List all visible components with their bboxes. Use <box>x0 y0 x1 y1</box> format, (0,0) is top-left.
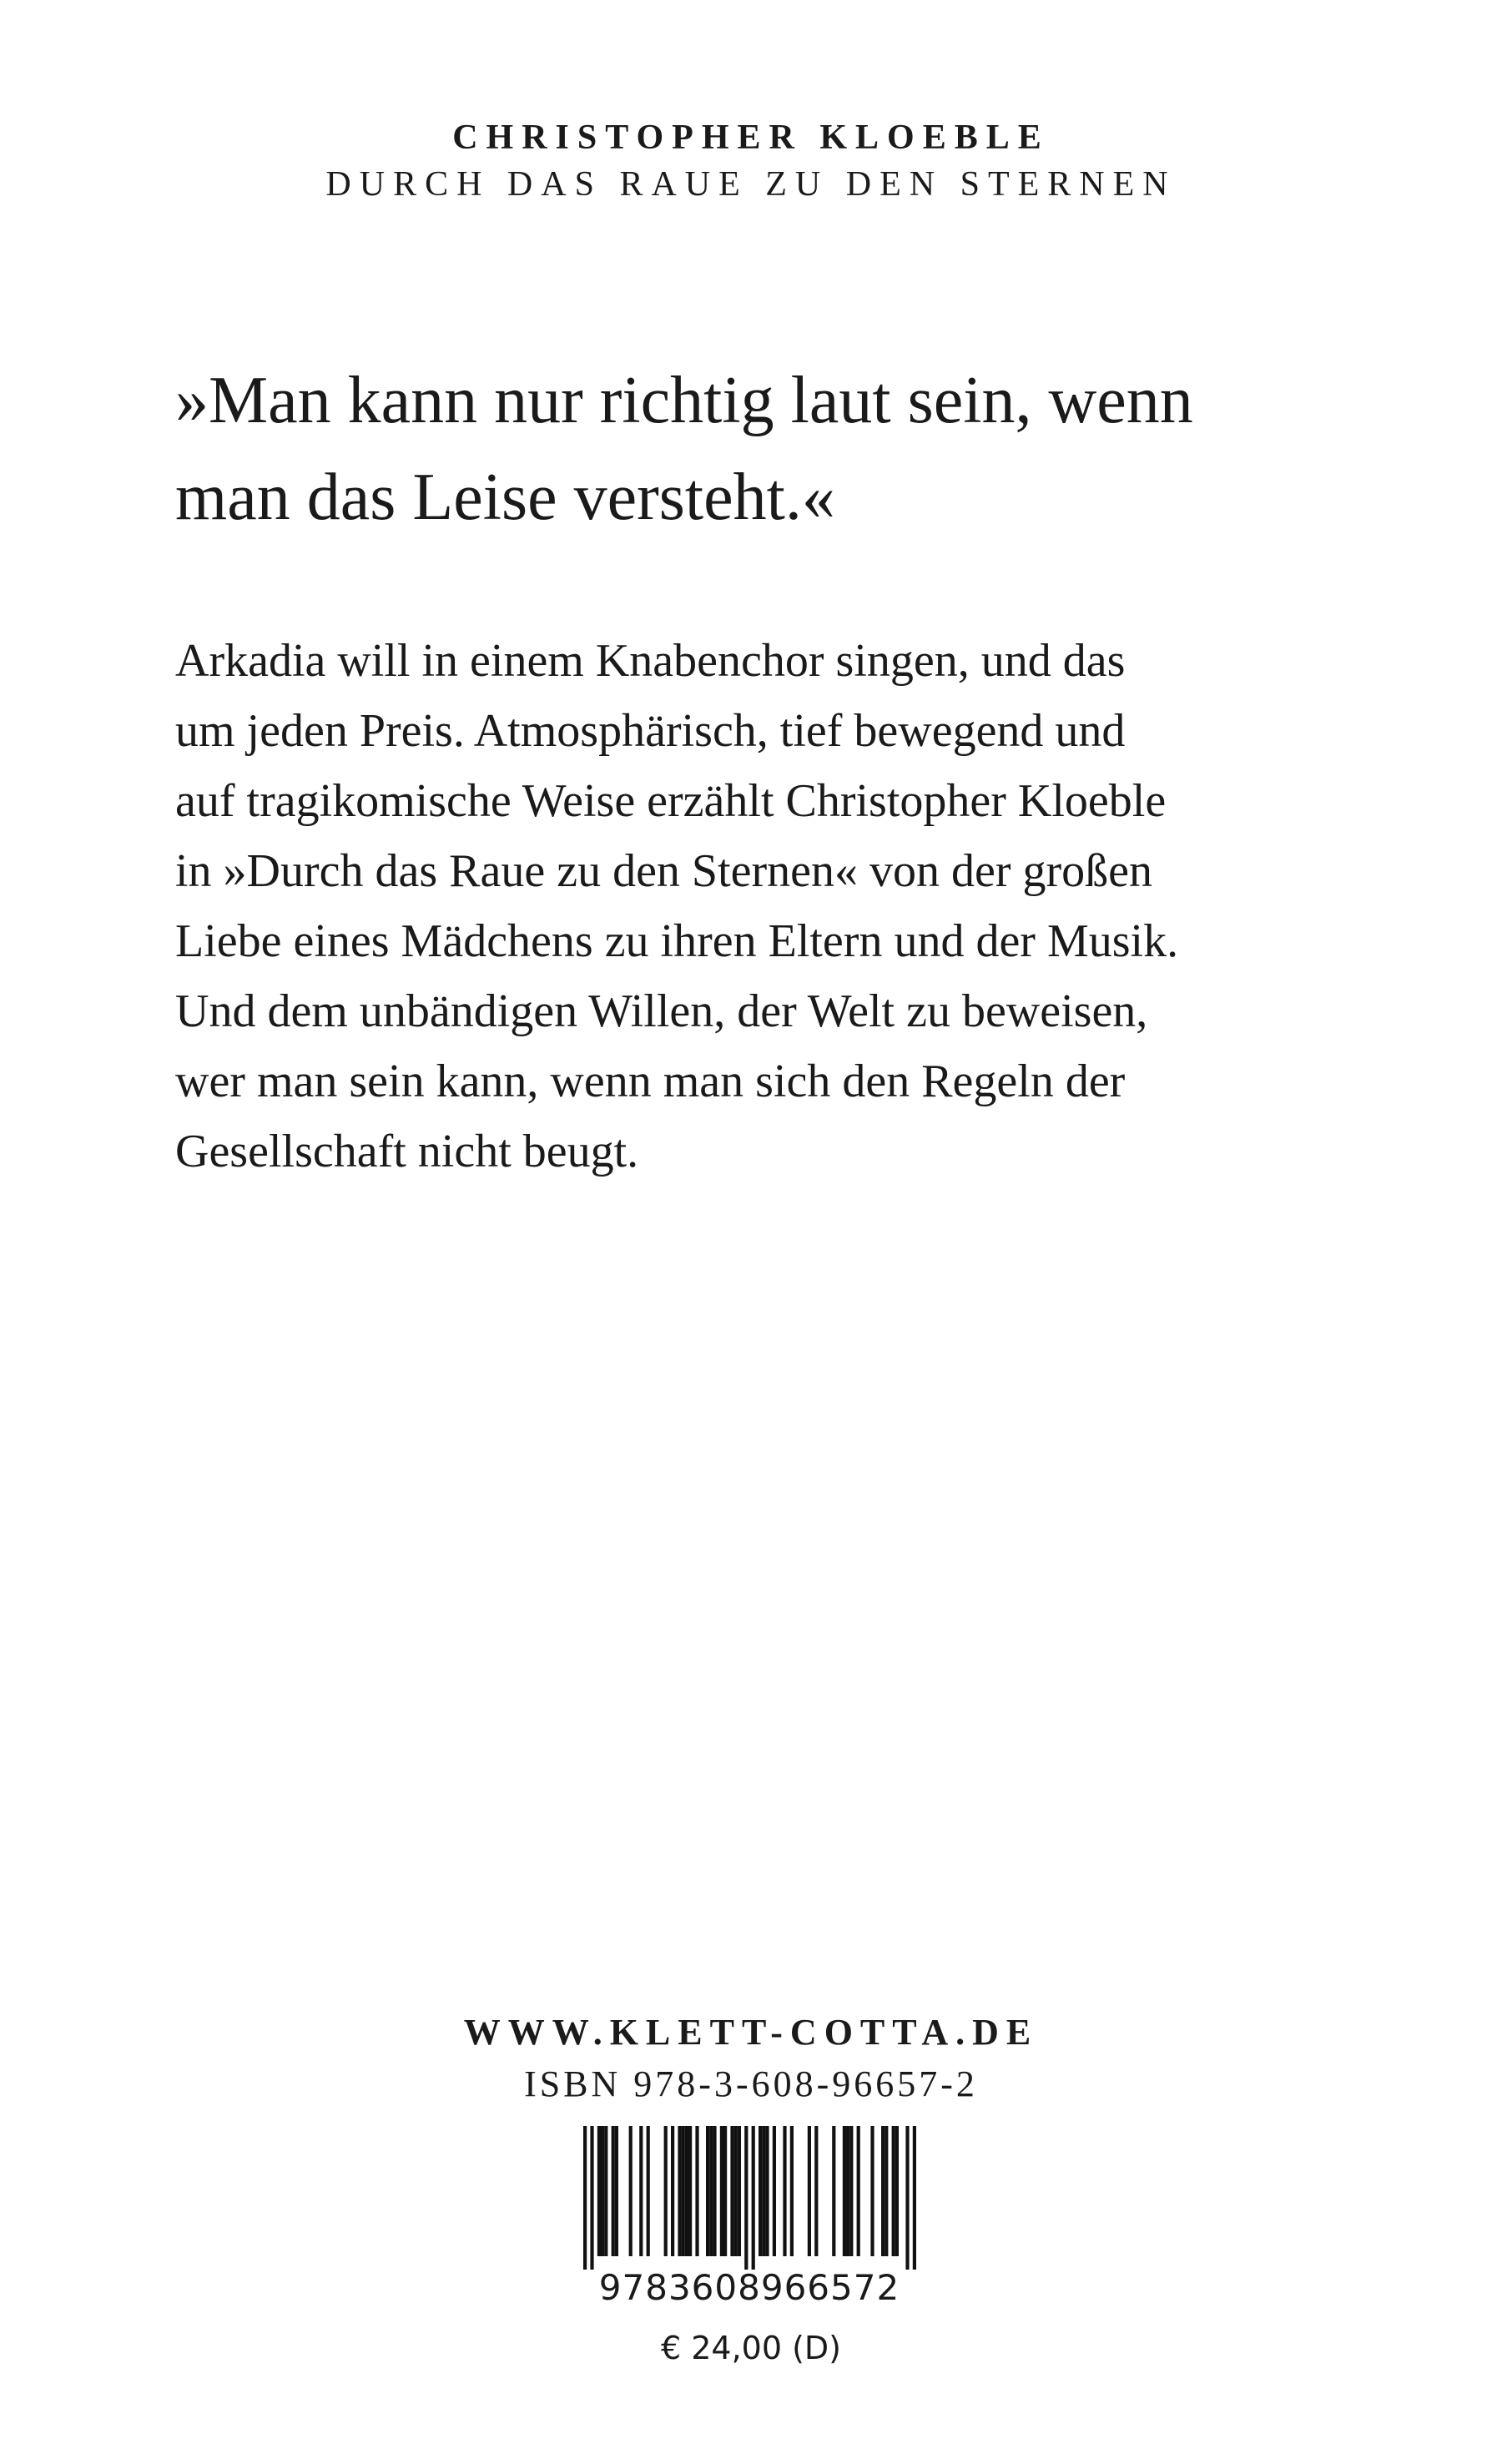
barcode-bar <box>790 2126 794 2256</box>
barcode-bar <box>762 2126 765 2256</box>
barcode-bar <box>601 2126 604 2256</box>
barcode-bar <box>664 2126 668 2256</box>
blurb-line: Und dem unbändigen Willen, der Welt zu beweisen, <box>175 985 1148 1037</box>
barcode-bar <box>773 2126 776 2256</box>
isbn-number: ISBN 978-3-608-96657-2 <box>524 2063 978 2104</box>
barcode-bar <box>892 2126 895 2256</box>
barcode-bar <box>846 2126 849 2256</box>
barcode-bar <box>688 2126 692 2256</box>
barcode-bar <box>713 2126 716 2256</box>
publisher-website[interactable]: WWW.KLETT-COTTA.DE <box>463 2012 1039 2053</box>
barcode-bar <box>695 2126 698 2256</box>
barcode-bar <box>734 2126 738 2256</box>
blurb-text <box>175 626 1360 1187</box>
barcode-bar <box>682 2126 685 2256</box>
price: € 24,00 (D) <box>660 2330 842 2366</box>
blurb-line: wer man sein kann, wenn man sich den Regeln der <box>175 1056 1126 1107</box>
blurb-line: Gesellschaft nicht beugt. <box>175 1126 639 1177</box>
barcode-bar <box>895 2126 899 2256</box>
barcode-bar <box>738 2126 741 2256</box>
header <box>0 115 1502 207</box>
barcode-bar <box>832 2126 835 2256</box>
barcode-bar <box>678 2126 681 2256</box>
barcode-bar <box>870 2126 874 2256</box>
barcode-bar <box>730 2126 733 2256</box>
barcode-number: 9783608966572 <box>598 2267 900 2308</box>
blurb-line: um jeden Preis. Atmosphärisch, tief bewegend und <box>175 705 1126 757</box>
barcode-bar <box>647 2126 650 2256</box>
blurb-line: Liebe eines Mädchens zu ihren Eltern und der Musik. <box>175 915 1179 967</box>
barcode-bar <box>808 2126 811 2256</box>
barcode-bar <box>612 2126 615 2256</box>
pull-quote <box>175 352 1360 546</box>
barcode-bar <box>814 2126 818 2256</box>
barcode-bar <box>759 2126 762 2256</box>
barcode-bar <box>583 2126 587 2270</box>
barcode-bar <box>709 2126 713 2256</box>
barcode-bar <box>783 2126 786 2256</box>
barcode-bar <box>706 2126 709 2256</box>
author-name: CHRISTOPHER KLOEBLE <box>452 118 1050 157</box>
barcode-bar <box>849 2126 853 2256</box>
barcode-bar <box>685 2126 688 2256</box>
barcode-bar <box>615 2126 618 2256</box>
barcode-bar <box>744 2126 748 2270</box>
blurb-line: Arkadia will in einem Knabenchor singen, und das <box>175 635 1126 687</box>
barcode-bar <box>881 2126 885 2256</box>
barcode-bar <box>639 2126 643 2256</box>
barcode-bar <box>843 2126 846 2256</box>
barcode-bar <box>752 2126 755 2270</box>
barcode-bars <box>575 2126 925 2270</box>
barcode-bar <box>765 2126 769 2256</box>
barcode-bar <box>857 2126 860 2256</box>
footer <box>0 2009 1502 2108</box>
barcode-bar <box>604 2126 607 2256</box>
barcode-bar <box>885 2126 888 2256</box>
barcode <box>553 2126 945 2320</box>
barcode-bar <box>720 2126 723 2256</box>
barcode-bar <box>723 2126 727 2256</box>
barcode-bar <box>905 2126 909 2270</box>
barcode-bar <box>671 2126 674 2256</box>
book-title: DURCH DAS RAUE ZU DEN STERNEN <box>325 165 1177 204</box>
barcode-bar <box>913 2126 916 2270</box>
barcode-bar <box>597 2126 601 2256</box>
barcode-bar <box>590 2126 593 2270</box>
blurb-line: in »Durch das Raue zu den Sternen« von der großen <box>175 845 1152 897</box>
pull-quote-line: »Man kann nur richtig laut sein, wenn <box>175 364 1193 437</box>
pull-quote-line: man das Leise versteht.« <box>175 461 835 534</box>
barcode-bar <box>629 2126 633 2256</box>
blurb-line: auf tragikomische Weise erzählt Christopher Kloeble <box>175 775 1167 827</box>
